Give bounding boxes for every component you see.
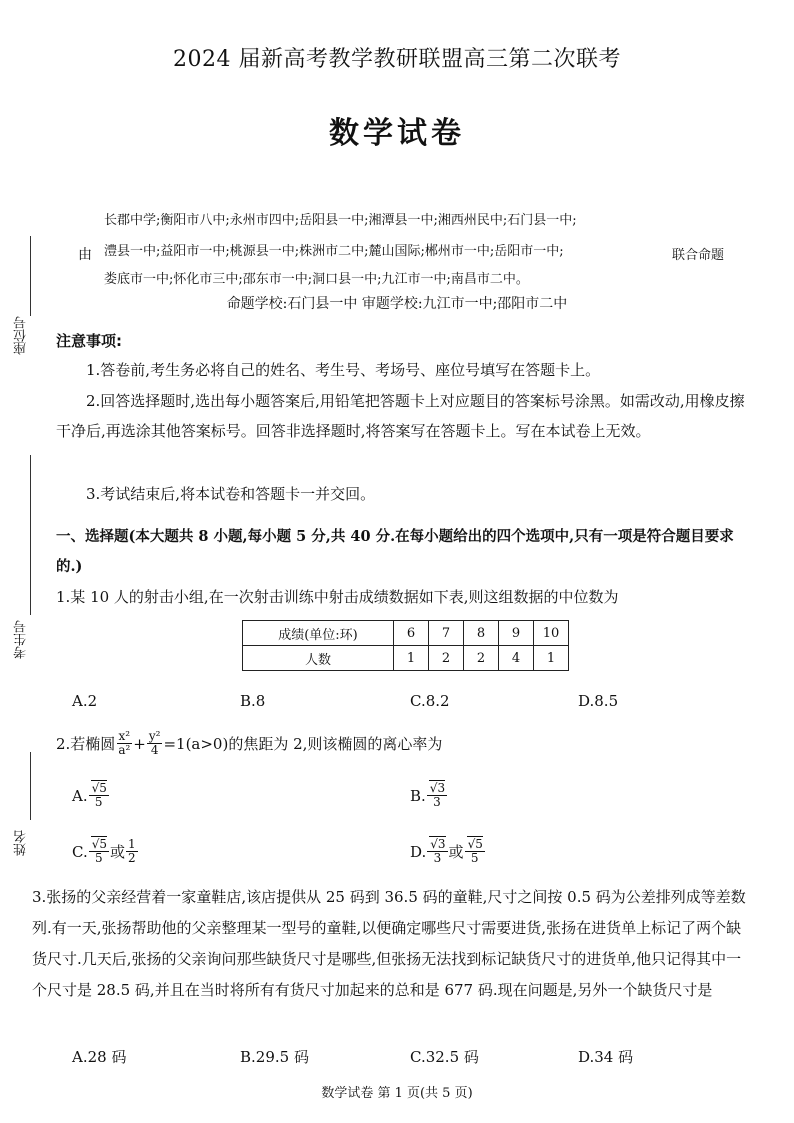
q2-option-b <box>410 782 448 809</box>
table-cell: 10 <box>534 621 569 646</box>
side-seat-label: 座位号 <box>14 316 29 355</box>
q2-option-d-label: D. <box>410 842 427 861</box>
q2-or: 或 <box>448 843 464 861</box>
score-table <box>242 620 569 671</box>
q2-option-c-label: C. <box>72 842 88 861</box>
organizer-line-1: 长郡中学;衡阳市八中;永州市四中;岳阳县一中;湘潭县一中;湘西州民中;石门县一中; <box>104 213 577 228</box>
table-cell: 9 <box>499 621 534 646</box>
frac-denominator: 5 <box>94 795 103 809</box>
q2-y2: y² <box>148 729 161 743</box>
table-cell: 4 <box>499 646 534 671</box>
frac-denominator: 5 <box>95 851 103 865</box>
frac-numerator <box>89 838 109 852</box>
q2-option-c <box>72 838 139 865</box>
frac-numerator: 1 <box>128 837 136 851</box>
frac-numerator <box>427 782 447 796</box>
q1-option-a: A.2 <box>72 692 98 710</box>
q2-x2: x² <box>118 729 131 743</box>
q1-option-c: C.8.2 <box>410 692 450 710</box>
q2-option-c-fraction-1 <box>89 838 109 865</box>
q3-option-b: B.29.5 码 <box>240 1048 309 1066</box>
side-divider-3 <box>30 752 31 820</box>
q2-option-d-fraction-2 <box>465 838 485 865</box>
q2-stem-prefix: 2.若椭圆 <box>56 735 116 753</box>
exam-title: 2024 届新高考教学教研联盟高三第二次联考 <box>173 47 621 72</box>
table-header-cell: 人数 <box>243 646 394 671</box>
q2-plus: + <box>133 734 146 753</box>
table-cell: 1 <box>534 646 569 671</box>
page-footer: 数学试卷 第 1 页(共 5 页) <box>321 1086 473 1101</box>
table-header-cell: 成绩(单位:环) <box>243 621 394 646</box>
sqrt3: √3 <box>429 781 446 795</box>
q3-option-c: C.32.5 码 <box>410 1048 479 1066</box>
organizer-line-3: 娄底市一中;怀化市三中;邵东市一中;洞口县一中;九江市一中;南昌市二中。 <box>104 272 529 287</box>
q2-four: 4 <box>150 743 159 757</box>
q2-option-a-label: A. <box>72 786 88 805</box>
organizer-line-2: 澧县一中;益阳市一中;桃源县一中;株洲市二中;麓山国际;郴州市一中;岳阳市一中; <box>104 244 564 259</box>
side-exam-no-label: 考生号 <box>14 620 29 659</box>
q1-option-d: D.8.5 <box>578 692 619 710</box>
sqrt3: √3 <box>430 837 446 851</box>
sqrt5: √5 <box>91 837 107 851</box>
q2-option-a <box>72 782 110 809</box>
q2-option-d <box>410 838 486 865</box>
frac-numerator <box>89 782 109 796</box>
joint-proposal-label: 联合命题 <box>672 248 725 263</box>
q1-option-b: B.8 <box>240 692 266 710</box>
q3-option-d: D.34 码 <box>578 1048 634 1066</box>
question-1-stem: 1.某 10 人的射击小组,在一次射击训练中射击成绩数据如下表,则这组数据的中位数为 <box>56 588 619 606</box>
organizer-prefix: 由 <box>78 247 92 263</box>
side-name-label: 姓名 <box>14 830 29 856</box>
q2-fraction-x <box>116 730 132 757</box>
proposer-line: 命题学校:石门县一中 审题学校:九江市一中;邵阳市二中 <box>226 296 568 312</box>
side-divider-1 <box>30 236 31 316</box>
q2-option-b-label: B. <box>410 786 426 805</box>
q2-option-c-fraction-2 <box>126 838 138 865</box>
note-1: 1.答卷前,考生务必将自己的姓名、考生号、考场号、座位号填写在答题卡上。 <box>86 361 601 379</box>
q2-option-d-fraction-1 <box>427 838 447 865</box>
question-2-stem <box>56 730 442 757</box>
table-cell: 6 <box>394 621 429 646</box>
section-1-heading: 一、选择题(本大题共 8 小题,每小题 5 分,共 40 分.在每小题给出的四个选项中,只有一项是符合题目要求的.) <box>56 528 734 575</box>
q2-stem-rest: =1(a>0)的焦距为 2,则该椭圆的离心率为 <box>163 735 443 753</box>
frac-denominator: 2 <box>128 851 136 865</box>
exam-subtitle: 数学试卷 <box>329 116 465 151</box>
table-cell: 2 <box>429 646 464 671</box>
table-cell: 7 <box>429 621 464 646</box>
question-3-stem: 3.张扬的父亲经营着一家童鞋店,该店提供从 25 码到 36.5 码的童鞋,尺寸之间按 0.5 码为公差排列成等差数列.有一天,张扬帮助他的父亲整理某一型号的童鞋,以便确定哪些尺寸需要进货,张扬在进货单上标记了两个缺货尺寸.几天后,张扬的父亲询问那些缺货尺寸是哪些,但张扬无法找到标记缺货尺寸的进货单,他只记得其中一个尺寸是 28.5 码,并且在当时将所有有货尺寸加起来的总和是 677 码.现在问题是,另外一个缺货尺寸是 <box>32 888 746 999</box>
q2-or: 或 <box>110 843 126 861</box>
sqrt5: √5 <box>467 837 483 851</box>
sqrt5: √5 <box>91 781 107 795</box>
q2-option-a-fraction <box>89 782 109 809</box>
table-row <box>243 646 569 671</box>
q3-option-a: A.28 码 <box>72 1048 127 1066</box>
frac-denominator: 5 <box>470 851 479 865</box>
table-cell: 1 <box>394 646 429 671</box>
frac-numerator <box>427 838 447 852</box>
q2-a2: a² <box>118 743 131 757</box>
note-3: 3.考试结束后,将本试卷和答题卡一并交回。 <box>86 485 376 503</box>
q2-fraction-y <box>147 730 163 757</box>
table-cell: 8 <box>464 621 499 646</box>
note-2: 2.回答选择题时,选出每小题答案后,用铅笔把答题卡上对应题目的答案标号涂黑。如需改动,用橡皮擦干净后,再选涂其他答案标号。回答非选择题时,将答案写在答题卡上。写在本试卷上无效。 <box>56 392 745 440</box>
table-cell: 2 <box>464 646 499 671</box>
frac-denominator: 3 <box>433 795 441 809</box>
frac-numerator <box>465 838 485 852</box>
frac-denominator: 3 <box>433 851 442 865</box>
side-divider-2 <box>30 455 31 615</box>
notes-heading: 注意事项: <box>56 332 122 350</box>
table-row <box>243 621 569 646</box>
q2-option-b-fraction <box>427 782 447 809</box>
